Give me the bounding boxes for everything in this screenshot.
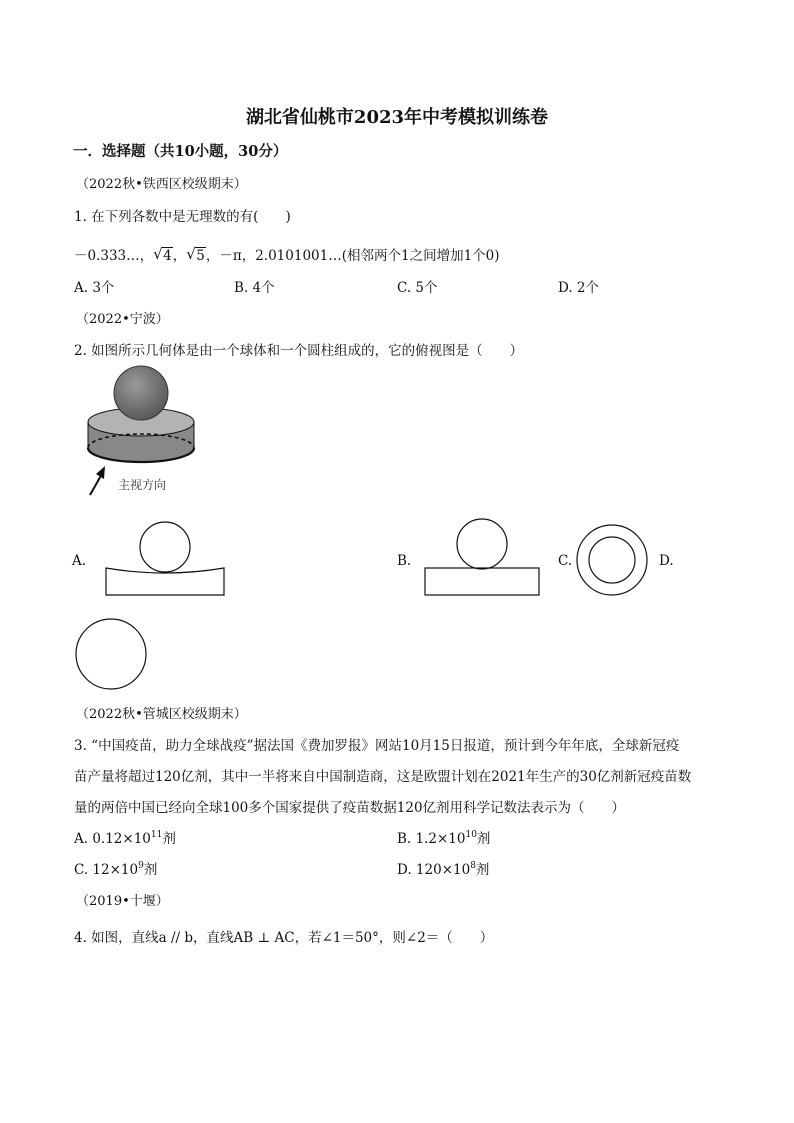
q3-source: （2022秋•管城区校级期末）: [76, 707, 247, 722]
option-b-circle: [457, 519, 507, 569]
q3-line-1: 3. “中国疫苗，助力全球战疫”据法国《费加罗报》网站10月15日报道，预计到今年年底，全球新冠疫: [74, 738, 680, 754]
q3-option-c[interactable]: C. $12\times 10^9$剂: [74, 861, 158, 878]
q1-source: （2022秋•铁西区校级期末）: [76, 177, 247, 192]
q4-stem: 4. 如图，直线a // b，直线AB ⊥ AC，若∠1＝50°，则∠2＝（ ）: [74, 930, 494, 946]
q3-option-d[interactable]: D. $120\times 10^8$剂: [397, 861, 490, 878]
q1-num-a: －0.333…，: [74, 248, 154, 264]
q1-option-d[interactable]: D. 2个: [558, 280, 600, 296]
q1-option-b[interactable]: B. 4个: [234, 280, 275, 296]
q4-source: （2019•十堰）: [76, 894, 169, 909]
view-direction-label: 主视方向: [118, 478, 167, 492]
q2-option-d[interactable]: D.: [659, 553, 674, 569]
q1-numbers: －0.333…， √ 4， √ 5，－π，2.0101001…(相邻两个1之间增加1个0): [74, 245, 500, 264]
q2-stem: 2. 如图所示几何体是由一个球体和一个圆柱组成的，它的俯视图是（ ）: [74, 343, 524, 359]
q2-option-c[interactable]: C.: [558, 553, 573, 569]
q2-option-b[interactable]: B.: [397, 553, 412, 569]
sqrt-4: √ 4: [153, 245, 172, 264]
q1-stem: 1. 在下列各数中是无理数的有( ): [74, 209, 291, 225]
page-title: 湖北省仙桃市2023年中考模拟训练卷: [245, 107, 549, 128]
q3-line-2: 苗产量将超过120亿剂，其中一半将来自中国制造商，这是欧盟计划在2021年生产的30亿剂新冠疫苗数: [74, 769, 692, 785]
option-c-outer-circle: [577, 525, 647, 595]
section-heading: 一．选择题（共10小题，30分）: [73, 143, 288, 160]
q3-line-3: 量的两倍中国已经向全球100多个国家提供了疫苗数据120亿剂用科学记数法表示为（ ）: [74, 800, 626, 816]
q3-option-b[interactable]: B. $1.2\times 10^{10}$剂: [397, 830, 491, 847]
option-b-base: [425, 568, 539, 595]
q1-option-c[interactable]: C. 5个: [397, 280, 438, 296]
option-c-inner-circle: [589, 537, 635, 583]
sqrt-5: √ 5: [186, 245, 205, 264]
option-d-circle: [76, 619, 146, 689]
q2-source: （2022•宁波）: [76, 312, 169, 327]
q2-option-a[interactable]: A.: [72, 553, 87, 569]
q1-option-a[interactable]: A. 3个: [74, 280, 115, 296]
q3-option-a[interactable]: A. $0.12\times 10^{11}$剂: [74, 830, 176, 847]
option-a-circle: [140, 522, 190, 572]
q1-num-rest: ，－π，2.0101001…(相邻两个1之间增加1个0): [205, 248, 500, 264]
